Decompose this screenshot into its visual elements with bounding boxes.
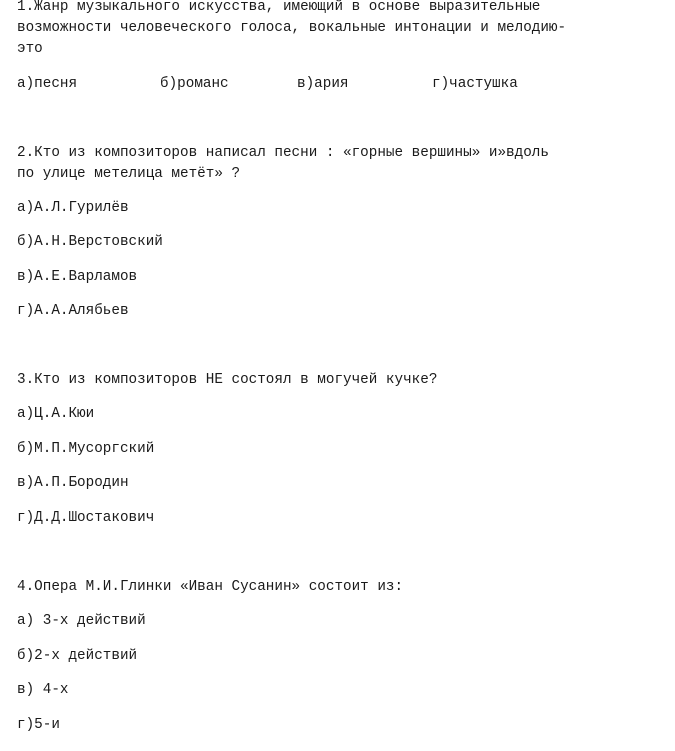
question-3-text-line-1: 3.Кто из композиторов НЕ состоял в могучей кучке? [17,372,438,388]
question-2-option-a: а)А.Л.Гурилёв [17,200,129,216]
question-1-option-c: в)ария [297,76,349,92]
question-4-option-c: в) 4-х [17,682,69,698]
question-4-option-a: а) 3-х действий [17,613,146,629]
question-1-options [17,74,637,94]
question-3-option-c: в)А.П.Бородин [17,475,129,491]
question-2-text-line-2: по улице метелица метёт» ? [17,166,241,182]
question-2-option-c: в)А.Е.Варламов [17,269,138,285]
question-4-option-b: б)2-х действий [17,648,138,664]
question-4-option-d: г)5-и [17,717,60,733]
question-2-option-b: б)А.Н.Верстовский [17,234,163,250]
question-4-text-line-1: 4.Опера М.И.Глинки «Иван Сусанин» состоит из: [17,579,404,595]
question-2-option-d: г)А.А.Алябьев [17,303,129,319]
question-3-option-a: а)Ц.А.Кюи [17,406,95,422]
question-1-text-line-2: возможности человеческого голоса, вокальные интонации и мелодию- [17,20,567,36]
question-1-option-b: б)романс [160,76,229,92]
question-1-text-line-1: 1.Жанр музыкального искусства, имеющий в основе выразительные [17,0,541,15]
question-1-option-a: а)песня [17,76,78,92]
question-1-option-d: г)частушка [432,76,518,92]
question-1-text-line-3: это [17,41,43,57]
question-3-option-d: г)Д.Д.Шостакович [17,510,155,526]
question-2-text-line-1: 2.Кто из композиторов написал песни : «горные вершины» и»вдоль [17,145,549,161]
question-3-option-b: б)М.П.Мусоргский [17,441,155,457]
